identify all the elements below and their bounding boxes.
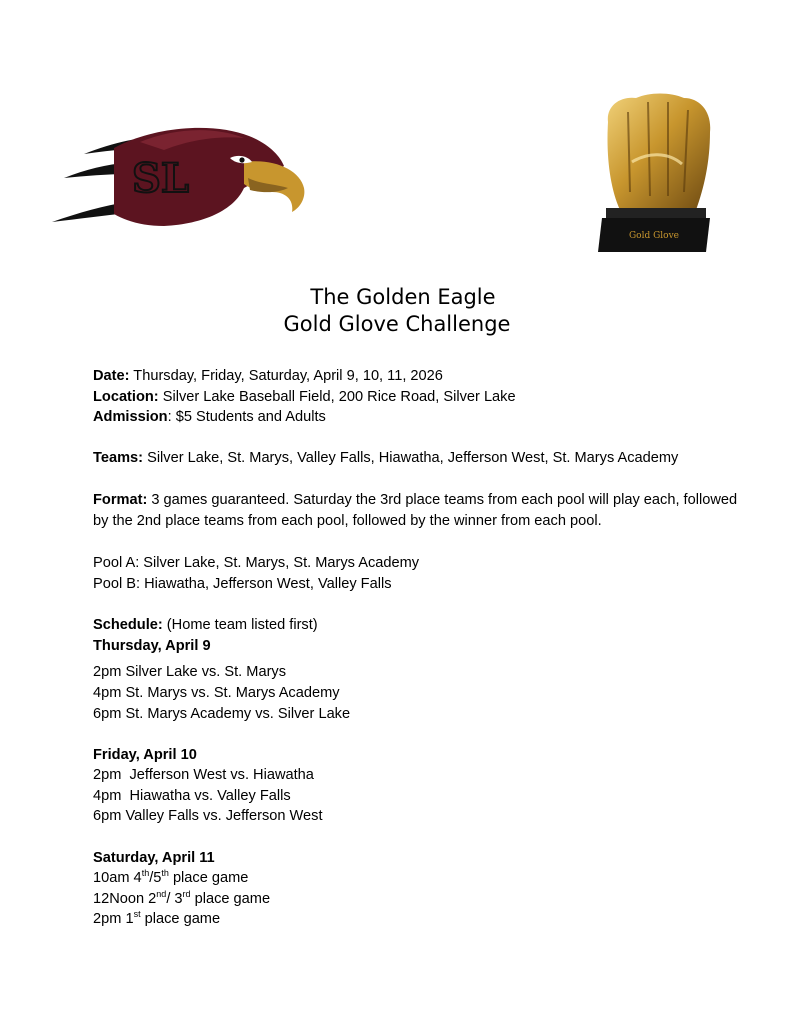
sat-g1-sup1: th	[141, 868, 150, 879]
admission-line	[93, 407, 753, 428]
pool-a: Pool A: Silver Lake, St. Marys, St. Marys Academy	[93, 555, 420, 572]
admission-label: Admission	[93, 409, 168, 426]
event-title	[0, 284, 794, 338]
schedule-label: Schedule:	[93, 617, 163, 634]
sat-g2-text: 12Noon 2	[93, 890, 157, 907]
saturday-game-3	[93, 909, 753, 930]
logo-monogram: SL	[132, 155, 190, 202]
silver-lake-eagle-logo	[44, 118, 308, 234]
title-line-2: Gold Glove Challenge	[283, 312, 511, 336]
title-line-1: The Golden Eagle	[310, 285, 496, 309]
schedule-note: (Home team listed first)	[162, 617, 318, 634]
format-value: 3 games guaranteed. Saturday the 3rd place teams from each pool will play each, followed by the 2nd place teams from each pool, followed by the winner from each pool.	[93, 491, 738, 530]
thursday-game-1: 2pm Silver Lake vs. St. Marys	[93, 664, 287, 681]
teams-value: Silver Lake, St. Marys, Valley Falls, Hiawatha, Jefferson West, St. Marys Academy	[143, 450, 679, 467]
friday-game-1: 2pm Jefferson West vs. Hiawatha	[93, 767, 314, 784]
sat-g3-end: place game	[140, 911, 221, 928]
friday-heading-text: Friday, April 10	[93, 746, 197, 763]
thursday-heading	[93, 636, 753, 657]
event-details	[93, 366, 753, 930]
friday-game-3: 6pm Valley Falls vs. Jefferson West	[93, 808, 323, 825]
sat-g1-text: 10am 4	[93, 870, 142, 887]
sat-g3-sup1: st	[133, 909, 141, 920]
teams-line	[93, 448, 753, 469]
format-label: Format:	[93, 491, 148, 508]
sat-g2-end: place game	[190, 890, 271, 907]
location-label: Location:	[93, 388, 159, 405]
thursday-heading-text: Thursday, April 9	[93, 637, 211, 654]
sat-g2-mid: / 3	[166, 890, 183, 907]
sat-g2-sup2: rd	[182, 888, 191, 899]
saturday-game-2	[93, 889, 753, 910]
gold-glove-trophy-image	[592, 92, 716, 256]
friday-heading	[93, 745, 753, 766]
pool-b: Pool B: Hiawatha, Jefferson West, Valley Falls	[93, 575, 392, 592]
saturday-heading	[93, 848, 753, 869]
friday-game-2: 4pm Hiawatha vs. Valley Falls	[93, 787, 291, 804]
sat-g1-end: place game	[168, 870, 249, 887]
saturday-heading-text: Saturday, April 11	[93, 849, 215, 866]
date-value: Thursday, Friday, Saturday, April 9, 10, 11, 2026	[129, 368, 443, 384]
sat-g3-text: 2pm 1	[93, 911, 134, 928]
teams-label: Teams:	[93, 450, 144, 467]
format-paragraph	[93, 490, 753, 533]
location-value: Silver Lake Baseball Field, 200 Rice Road, Silver Lake	[158, 388, 516, 405]
date-label: Date:	[93, 368, 130, 384]
location-line	[93, 387, 753, 408]
sat-g2-sup1: nd	[156, 888, 167, 899]
saturday-game-1	[93, 868, 753, 889]
sat-g1-sup2: th	[161, 868, 169, 879]
date-line	[93, 366, 753, 387]
schedule-line	[93, 615, 753, 636]
thursday-game-3: 6pm St. Marys Academy vs. Silver Lake	[93, 705, 351, 722]
admission-value: : $5 Students and Adults	[167, 409, 326, 426]
sat-g1-mid: /5	[149, 870, 162, 887]
trophy-plate-text: Gold Glove	[628, 231, 680, 241]
thursday-game-2: 4pm St. Marys vs. St. Marys Academy	[93, 684, 340, 701]
